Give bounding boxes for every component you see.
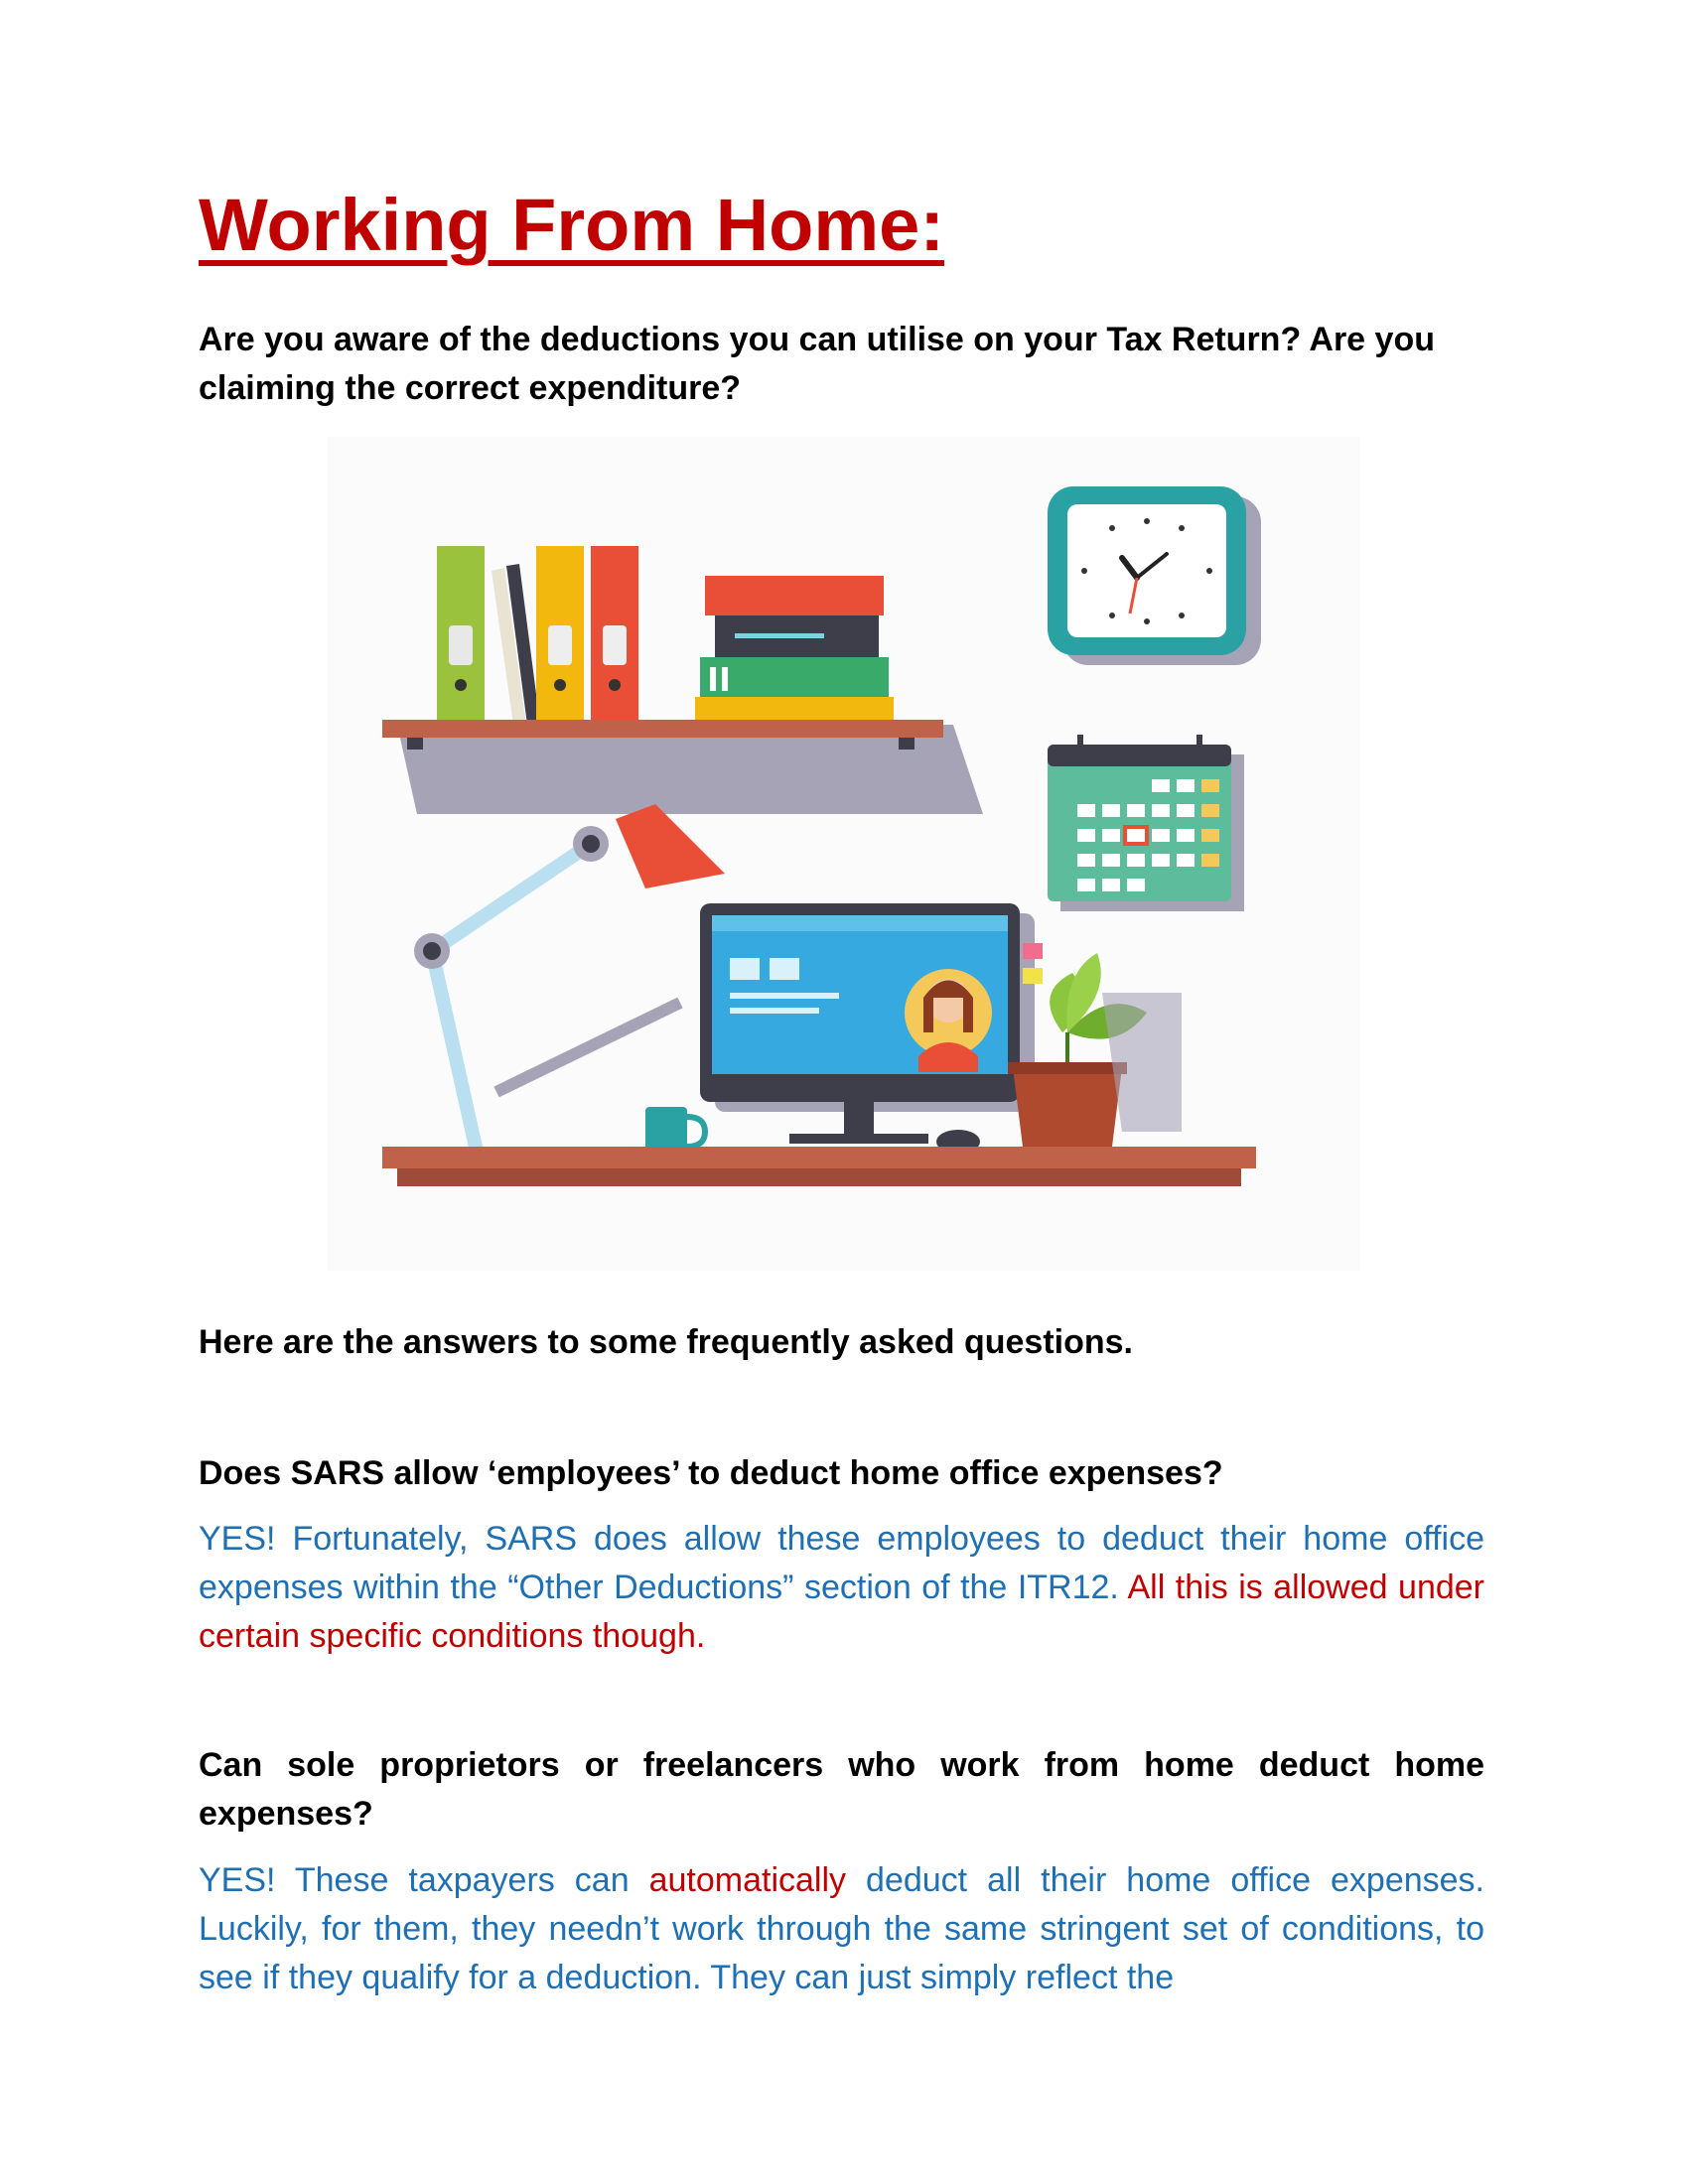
faq-answer-1 xyxy=(199,1515,1484,1661)
monitor-icon xyxy=(700,903,1043,1144)
books-icon xyxy=(695,576,894,725)
binders-icon xyxy=(437,546,638,725)
clock-icon xyxy=(1048,486,1261,665)
faq-intro: Here are the answers to some frequently asked questions. xyxy=(199,1323,1133,1361)
desk-icon xyxy=(382,1147,1256,1168)
answer-2-highlight: automatically xyxy=(648,1861,847,1899)
intro-paragraph: Are you aware of the deductions you can utilise on your Tax Return? Are you claiming the correct expenditure? xyxy=(199,321,1435,407)
answer-2-text-start: YES! These taxpayers can xyxy=(199,1861,649,1899)
answer-1-text: YES! Fortunately, SARS does allow these employees to deduct their home office expenses within the “Other Deductions” section of the ITR12. xyxy=(199,1520,1484,1606)
home-office-illustration xyxy=(328,437,1360,1271)
faq-answer-2 xyxy=(199,1856,1484,2002)
shelf-icon xyxy=(382,720,943,738)
faq-question-2: Can sole proprietors or freelancers who work from home deduct home expenses? xyxy=(199,1746,1484,1833)
page-title: Working From Home: xyxy=(199,184,944,266)
calendar-icon xyxy=(1048,735,1244,911)
answer-2-text-end: deduct all their home office expenses. Luckily, for them, they needn’t work through the same stringent set of conditions, to see if they qualify for a deduction. They can just simply reflect the xyxy=(199,1861,1484,1996)
faq-question-1: Does SARS allow ‘employees’ to deduct home office expenses? xyxy=(199,1454,1223,1492)
answer-1-highlight: All this is allowed under certain specific conditions though. xyxy=(199,1569,1484,1655)
